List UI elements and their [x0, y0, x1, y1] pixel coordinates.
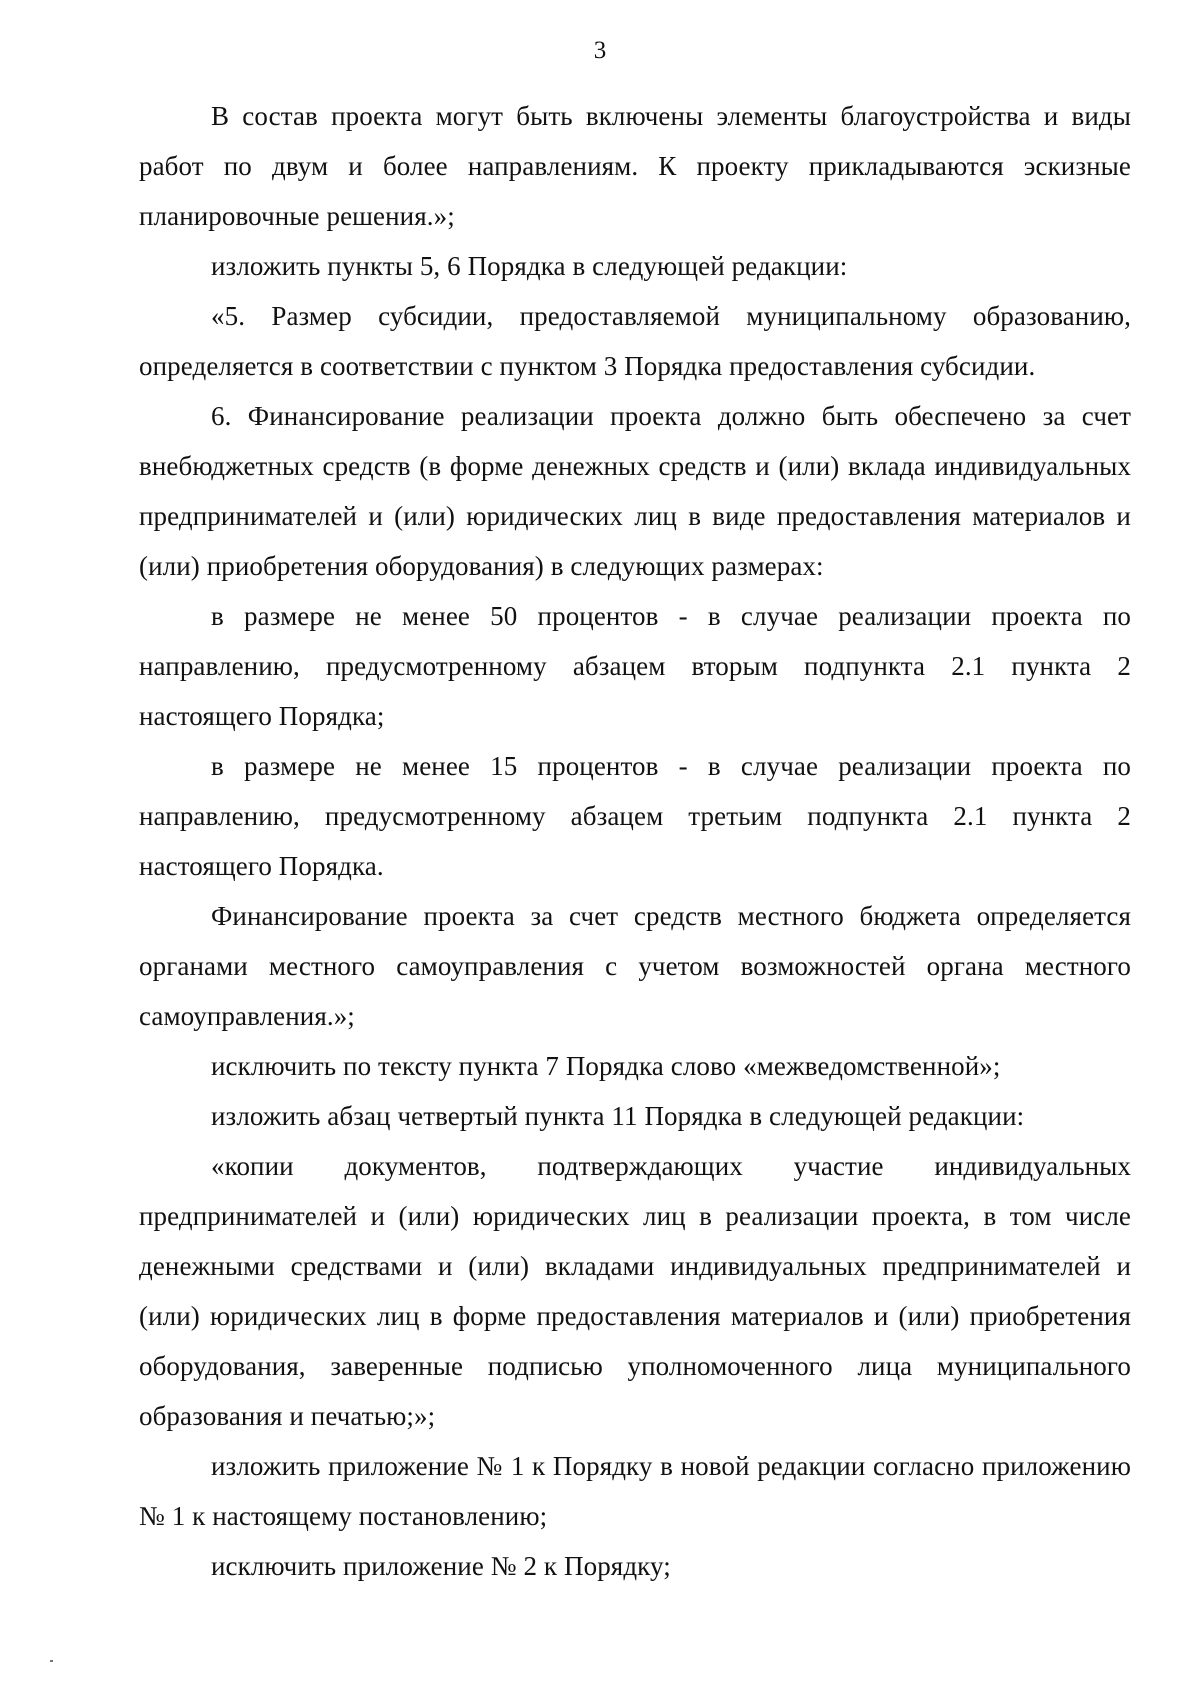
paragraph-1: В состав проекта могут быть включены элементы благоустройства и виды работ по двум и более направлениям. К проекту прикладываются эскизные планировочные решения.»;: [139, 101, 1131, 231]
paragraph-12: исключить приложение № 2 к Порядку;: [211, 1551, 671, 1581]
scan-speck: [50, 1660, 53, 1662]
paragraph-10: «копии документов, подтверждающих участие индивидуальных предпринимателей и (или) юридических лиц в реализации проекта, в том числе денежными средствами и (или) вкладами индивидуальных предпринимателей и (или) юридических лиц в форме предоставления материалов и (или) приобретения оборудования, заверенные подписью уполномоченного лица муниципального образования и печатью;»;: [139, 1151, 1131, 1431]
paragraph-2: изложить пункты 5, 6 Порядка в следующей редакции:: [211, 251, 848, 281]
paragraph-11: изложить приложение № 1 к Порядку в новой редакции согласно приложению № 1 к настоящему постановлению;: [139, 1451, 1131, 1531]
paragraph-6: в размере не менее 15 процентов - в случае реализации проекта по направлению, предусмотренному абзацем третьим подпункта 2.1 пункта 2 настоящего Порядка.: [139, 751, 1131, 881]
paragraph-3: «5. Размер субсидии, предоставляемой муниципальному образованию, определяется в соответствии с пунктом 3 Порядка предоставления субсидии.: [139, 301, 1131, 381]
paragraph-8: исключить по тексту пункта 7 Порядка слово «межведомственной»;: [211, 1051, 1001, 1081]
paragraph-5: в размере не менее 50 процентов - в случае реализации проекта по направлению, предусмотренному абзацем вторым подпункта 2.1 пункта 2 настоящего Порядка;: [139, 601, 1131, 731]
page-number: 3: [593, 37, 607, 64]
paragraph-7: Финансирование проекта за счет средств местного бюджета определяется органами местного самоуправления с учетом возможностей органа местного самоуправления.»;: [139, 901, 1131, 1031]
paragraph-9: изложить абзац четвертый пункта 11 Порядка в следующей редакции:: [211, 1101, 1025, 1131]
document-body: [139, 91, 1131, 1591]
paragraph-4: 6. Финансирование реализации проекта должно быть обеспечено за счет внебюджетных средств (в форме денежных средств и (или) вклада индивидуальных предпринимателей и (или) юридических лиц в виде предоставления материалов и (или) приобретения оборудования) в следующих размерах:: [139, 401, 1131, 581]
